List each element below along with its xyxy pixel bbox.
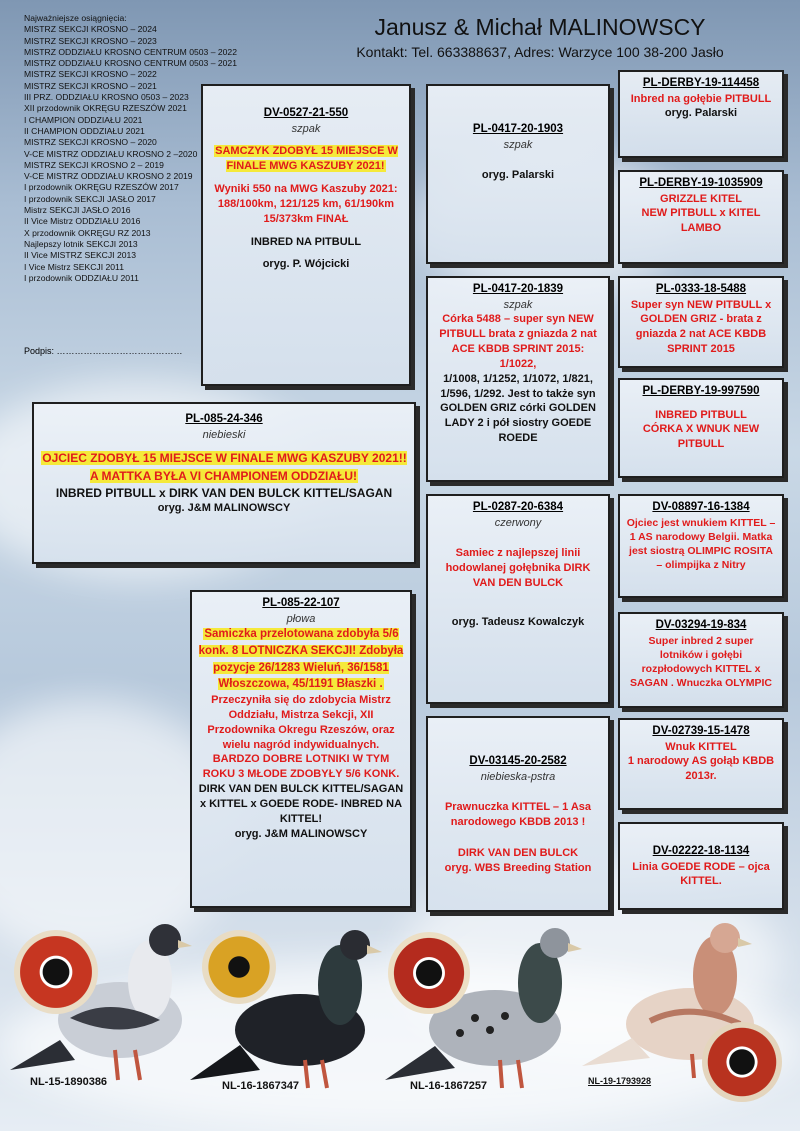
pedigree-card-pl-085-24-346 bbox=[32, 402, 416, 564]
pigeon-color: szpak bbox=[503, 298, 533, 311]
contact-info: Kontakt: Tel. 663388637, Adres: Warzyce 100 38-200 Jasło bbox=[356, 44, 724, 60]
origin-text: oryg. Palarski bbox=[664, 107, 738, 120]
list-item: II Vice Mistrz ODDZIAŁU 2016 bbox=[24, 216, 141, 227]
list-item: XII przodownik OKRĘGU RZESZÓW 2021 bbox=[24, 103, 187, 114]
description-text: 188/100km, 121/125 km, 61/190km 15/373km FINAŁ bbox=[217, 197, 395, 225]
bird-ring-label: NL-15-1890386 bbox=[30, 1076, 108, 1088]
pedigree-card-dv-02739-15-1478 bbox=[618, 718, 784, 810]
bird-ring-label: NL-19-1793928 bbox=[588, 1076, 652, 1086]
highlight-text: SAMCZYK ZDOBYŁ 15 MIEJSCE W FINALE MWG KASZUBY 2021! bbox=[215, 145, 398, 173]
pedigree-card-pl-0287-20-6384 bbox=[426, 494, 610, 704]
pedigree-card-dv-03145-20-2582 bbox=[426, 716, 610, 912]
eye-icon bbox=[202, 930, 276, 1004]
signature-line: Podpis: …………………………………… bbox=[24, 346, 183, 356]
description-text: Samiec z najlepszej linii hodowlanej gołębnika DIRK VAN DEN BULCK bbox=[445, 547, 591, 590]
origin-text: oryg. Palarski bbox=[481, 169, 555, 182]
ring-number: DV-0527-21-550 bbox=[263, 107, 349, 119]
description-text: INBRED PITBULL bbox=[655, 408, 747, 421]
origin-text: oryg. J&M MALINOWSCY bbox=[234, 827, 368, 840]
highlight-text: OJCIEC ZDOBYŁ 15 MIEJSCE W FINALE MWG KASZUBY 2021!! A MATTKA BYŁA VI CHAMPIONEM ODDZIAŁU! bbox=[42, 451, 407, 483]
list-item: MISTRZ SEKCJI KROSNO 2 – 2019 bbox=[24, 159, 164, 170]
list-item: III PRZ. ODDZIAŁU KROSNO 0503 – 2023 bbox=[24, 92, 189, 103]
ring-number: PL-DERBY-19-1035909 bbox=[639, 177, 763, 189]
description-text: Super syn NEW PITBULL x GOLDEN GRIZ - brata z gniazda 2 nat ACE KBDB SPRINT 2015 bbox=[630, 298, 772, 356]
eye-icon bbox=[388, 932, 470, 1014]
description-text: GRIZZLE KITEL bbox=[660, 192, 742, 205]
ring-number: PL-0333-18-5488 bbox=[655, 283, 747, 295]
origin-text: oryg. P. Wójcicki bbox=[262, 258, 350, 271]
description-text: CÓRKA X WNUK NEW PITBULL bbox=[642, 423, 760, 451]
list-item: I przodownik SEKCJI JASŁO 2017 bbox=[24, 193, 156, 204]
list-item: MISTRZ SEKCJI KROSNO – 2021 bbox=[24, 80, 157, 91]
description-text: 1 narodowy AS gołąb KBDB 2013r. bbox=[627, 755, 775, 783]
achievements-title: Najważniejsze osiągnięcia: bbox=[24, 13, 127, 23]
ring-number: PL-DERBY-19-114458 bbox=[642, 77, 760, 89]
ring-number: PL-085-24-346 bbox=[185, 413, 263, 425]
ring-number: PL-085-22-107 bbox=[262, 597, 340, 609]
description-text: NEW PITBULL x KITEL LAMBO bbox=[641, 207, 761, 235]
bird-ring-label: NL-16-1867347 bbox=[222, 1080, 300, 1092]
ring-number: PL-DERBY-19-997590 bbox=[642, 385, 760, 397]
ring-number: DV-02739-15-1478 bbox=[652, 725, 750, 737]
description-text: Córka 5488 – super syn NEW PITBULL brata z gniazda 2 nat ACE KBDB SPRINT 2015: 1/1022, bbox=[439, 313, 597, 370]
list-item: MISTRZ SEKCJI KROSNO – 2020 bbox=[24, 137, 157, 148]
ring-number: PL-0417-20-1903 bbox=[472, 123, 564, 135]
ring-number: PL-0287-20-6384 bbox=[472, 501, 564, 513]
origin-text: oryg. J&M MALINOWSCY bbox=[157, 502, 291, 515]
pedigree-card-pl-085-22-107 bbox=[190, 590, 412, 908]
eye-icon bbox=[702, 1022, 782, 1102]
list-item: I CHAMPION ODDZIAŁU 2021 bbox=[24, 114, 143, 125]
highlight-text: Samiczka przelotowana zdobyła 5/6 konk. 8 LOTNICZKA SEKCJI! Zdobyła pozycje 26/1283 Wieluń, 36/1581 Włoszczowa, 45/1191 Błaszki . bbox=[198, 628, 404, 691]
description-text: Prawnuczka KITTEL – 1 Asa narodowego KBDB 2013 ! bbox=[444, 801, 592, 829]
description-text: Wyniki 550 na MWG Kaszuby 2021: bbox=[214, 183, 398, 196]
description-text: DIRK VAN DEN BULCK bbox=[457, 847, 579, 860]
list-item: X przodownik OKRĘGU RZ 2013 bbox=[24, 227, 151, 238]
eye-icon bbox=[14, 930, 98, 1014]
ring-number: PL-0417-20-1839 bbox=[472, 283, 564, 295]
list-item: I Vice Mistrz SEKCJI 2011 bbox=[24, 261, 124, 272]
pedigree-card-pl-0333-18-5488 bbox=[618, 276, 784, 368]
list-item: MISTRZ SEKCJI KROSNO – 2024 bbox=[24, 24, 157, 35]
pigeon-color: szpak bbox=[291, 122, 321, 135]
pedigree-card-pl-0417-20-1839 bbox=[426, 276, 610, 482]
list-item: Mistrz SEKCJI JASŁO 2016 bbox=[24, 205, 131, 216]
pedigree-card-pl-derby-19-997590 bbox=[618, 378, 784, 478]
pigeon-color: czerwony bbox=[494, 516, 542, 529]
pedigree-card-pl-0417-20-1903 bbox=[426, 84, 610, 264]
origin-text: oryg. Tadeusz Kowalczyk bbox=[451, 615, 585, 628]
description-text: 1/1008, 1/1252, 1/1072, 1/821, 1/596, 1/292. Jest to także syn GOLDEN GRIZ córki GOLDEN LADY 2 i pół siostry GOEDE ROEDE bbox=[440, 372, 596, 445]
list-item: MISTRZ ODDZIAŁU KROSNO CENTRUM 0503 – 2021 bbox=[24, 58, 237, 69]
pedigree-card-dv-03294-19-834 bbox=[618, 612, 784, 708]
pigeon-color: płowa bbox=[286, 612, 316, 625]
pedigree-card-dv-0527-21-550 bbox=[201, 84, 411, 386]
list-item: MISTRZ SEKCJI KROSNO – 2023 bbox=[24, 35, 157, 46]
list-item: MISTRZ ODDZIAŁU KROSNO CENTRUM 0503 – 2022 bbox=[24, 46, 237, 57]
pedigree-card-dv-02222-18-1134 bbox=[618, 822, 784, 910]
ring-number: DV-03294-19-834 bbox=[655, 619, 747, 631]
description-text: DIRK VAN DEN BULCK KITTEL/SAGAN x KITTEL x GOEDE RODE- INBRED NA KITTEL! bbox=[198, 783, 404, 825]
description-text: Inbred na gołębie PITBULL bbox=[630, 92, 772, 105]
description-text: Wnuk KITTEL bbox=[665, 740, 737, 753]
description-text: Linia GOEDE RODE – ojca KITTEL. bbox=[632, 860, 770, 888]
bird-ring-label: NL-16-1867257 bbox=[410, 1080, 488, 1092]
description-text: Super inbred 2 super lotników i gołębi rozpłodowych KITTEL x SAGAN . Wnuczka OLYMPIC bbox=[630, 634, 772, 690]
origin-text: oryg. WBS Breeding Station bbox=[444, 861, 592, 874]
pedigree-card-pl-derby-19-1035909 bbox=[618, 170, 784, 264]
ring-number: DV-02222-18-1134 bbox=[652, 845, 750, 857]
list-item: I przodownik ODDZIAŁU 2011 bbox=[24, 272, 139, 283]
description-text: Ojciec jest wnukiem KITTEL – 1 AS narodowy Belgii. Matka jest siostrą OLIMPIC ROSITA – olimpijka z Nitry bbox=[626, 516, 776, 572]
pedigree-card-pl-derby-19-114458 bbox=[618, 70, 784, 158]
list-item: I przodownik OKRĘGU RZESZÓW 2017 bbox=[24, 182, 179, 193]
description-text: Przeczyniła się do zdobycia Mistrz Oddziału, Mistrza Sekcji, XII Przodownika Okregu Rzeszów, oraz wielu nagród indywidualnych. BARDZO DOBRE LOTNIKI W TYM ROKU 3 MŁODE ZDOBYŁY 5/6 KONK. bbox=[202, 694, 400, 781]
pigeon-color: szpak bbox=[503, 138, 533, 151]
pigeon-color: niebieski bbox=[202, 428, 246, 441]
pedigree-card-dv-08897-16-1384 bbox=[618, 494, 784, 598]
list-item: V-CE MISTRZ ODDZIAŁU KROSNO 2 –2020 bbox=[24, 148, 198, 159]
list-item: Najlepszy lotnik SEKCJI 2013 bbox=[24, 238, 138, 249]
list-item: V-CE MISTRZ ODDZIAŁU KROSNO 2 2019 bbox=[24, 171, 193, 182]
ring-number: DV-03145-20-2582 bbox=[469, 755, 567, 767]
description-text: INBRED NA PITBULL bbox=[250, 235, 362, 248]
description-text: INBRED PITBULL x DIRK VAN DEN BULCK KITTEL/SAGAN bbox=[55, 486, 393, 501]
pigeon-color: niebieska-pstra bbox=[480, 770, 556, 783]
list-item: MISTRZ SEKCJI KROSNO – 2022 bbox=[24, 69, 157, 80]
list-item: II CHAMPION ODDZIAŁU 2021 bbox=[24, 125, 145, 136]
page-title: Janusz & Michał MALINOWSCY bbox=[374, 14, 706, 40]
ring-number: DV-08897-16-1384 bbox=[652, 501, 750, 513]
list-item: II Vice MISTRZ SEKCJI 2013 bbox=[24, 250, 137, 261]
